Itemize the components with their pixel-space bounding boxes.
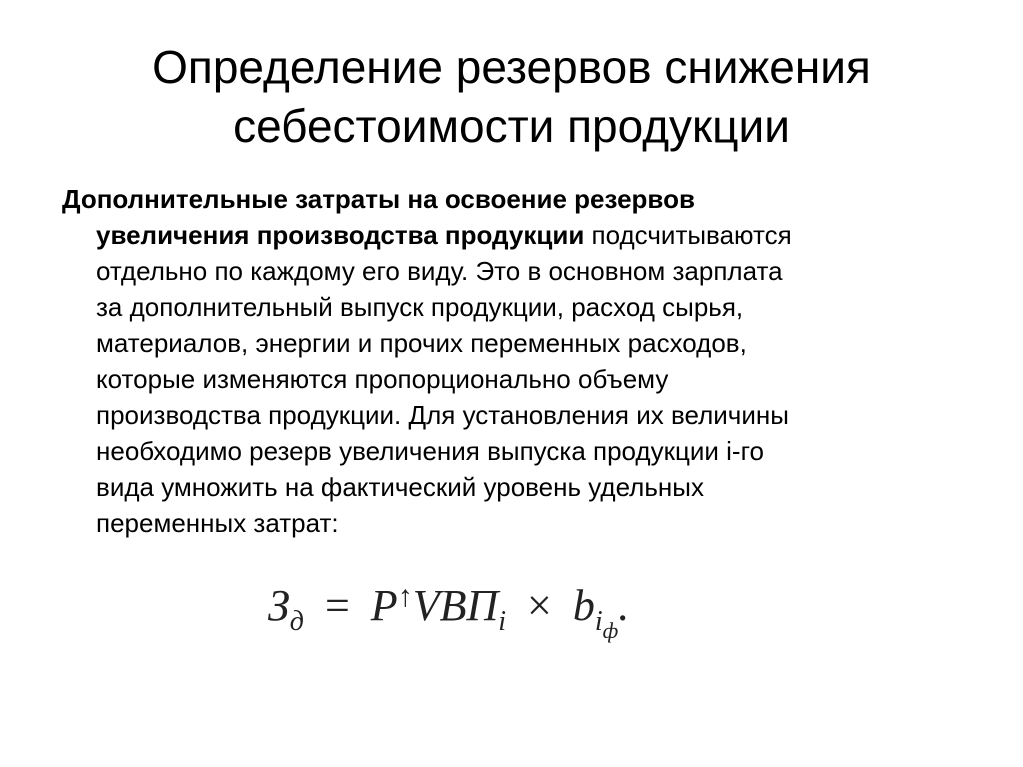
formula-r: Р (370, 581, 398, 630)
formula-vbp-subscript: i (498, 606, 506, 637)
slide-title (40, 38, 983, 156)
formula-b: b (572, 581, 595, 630)
formula-b-subscript-2: ф (602, 618, 619, 643)
bold-text: увеличения производства продукции (96, 220, 585, 250)
formula (268, 580, 629, 660)
normal-text: вида умножить на фактический уровень удельных (96, 472, 704, 502)
formula-end: . (618, 581, 630, 630)
normal-text: необходимо резерв увеличения выпуска продукции i-го (96, 436, 764, 466)
paragraph-line (62, 289, 992, 325)
paragraph-line (62, 397, 992, 433)
bold-text: Дополнительные затраты на освоение резервов (62, 184, 695, 214)
slide-title-line-1: Определение резервов снижения (152, 41, 871, 93)
normal-text: переменных затрат: (96, 508, 339, 538)
paragraph-line (62, 253, 992, 289)
slide-title-line-2: себестоимости продукции (233, 100, 790, 152)
normal-text: подсчитываются (584, 220, 792, 250)
paragraph-line (62, 217, 992, 253)
normal-text: за дополнительный выпуск продукции, расход сырья, (96, 292, 744, 322)
body-paragraph (62, 181, 992, 541)
formula-lhs: З (268, 581, 290, 630)
formula-b-subscript: i (594, 606, 603, 637)
formula-vbp: VВП (412, 581, 499, 630)
normal-text: производства продукции. Для установления их величины (96, 400, 789, 430)
paragraph-line (62, 181, 992, 217)
paragraph-line (62, 325, 992, 361)
paragraph-line (62, 433, 992, 469)
paragraph-line (62, 361, 992, 397)
formula-lhs-subscript: д (289, 606, 304, 637)
formula-times: × (527, 581, 552, 630)
paragraph-line (62, 469, 992, 505)
paragraph-line (62, 505, 992, 541)
formula-equals: = (324, 581, 350, 630)
normal-text: которые изменяются пропорционально объему (96, 364, 669, 394)
normal-text: отдельно по каждому его виду. Это в основном зарплата (96, 256, 783, 286)
normal-text: материалов, энергии и прочих переменных расходов, (96, 328, 747, 358)
arrow-up-icon: ↑ (397, 580, 413, 613)
